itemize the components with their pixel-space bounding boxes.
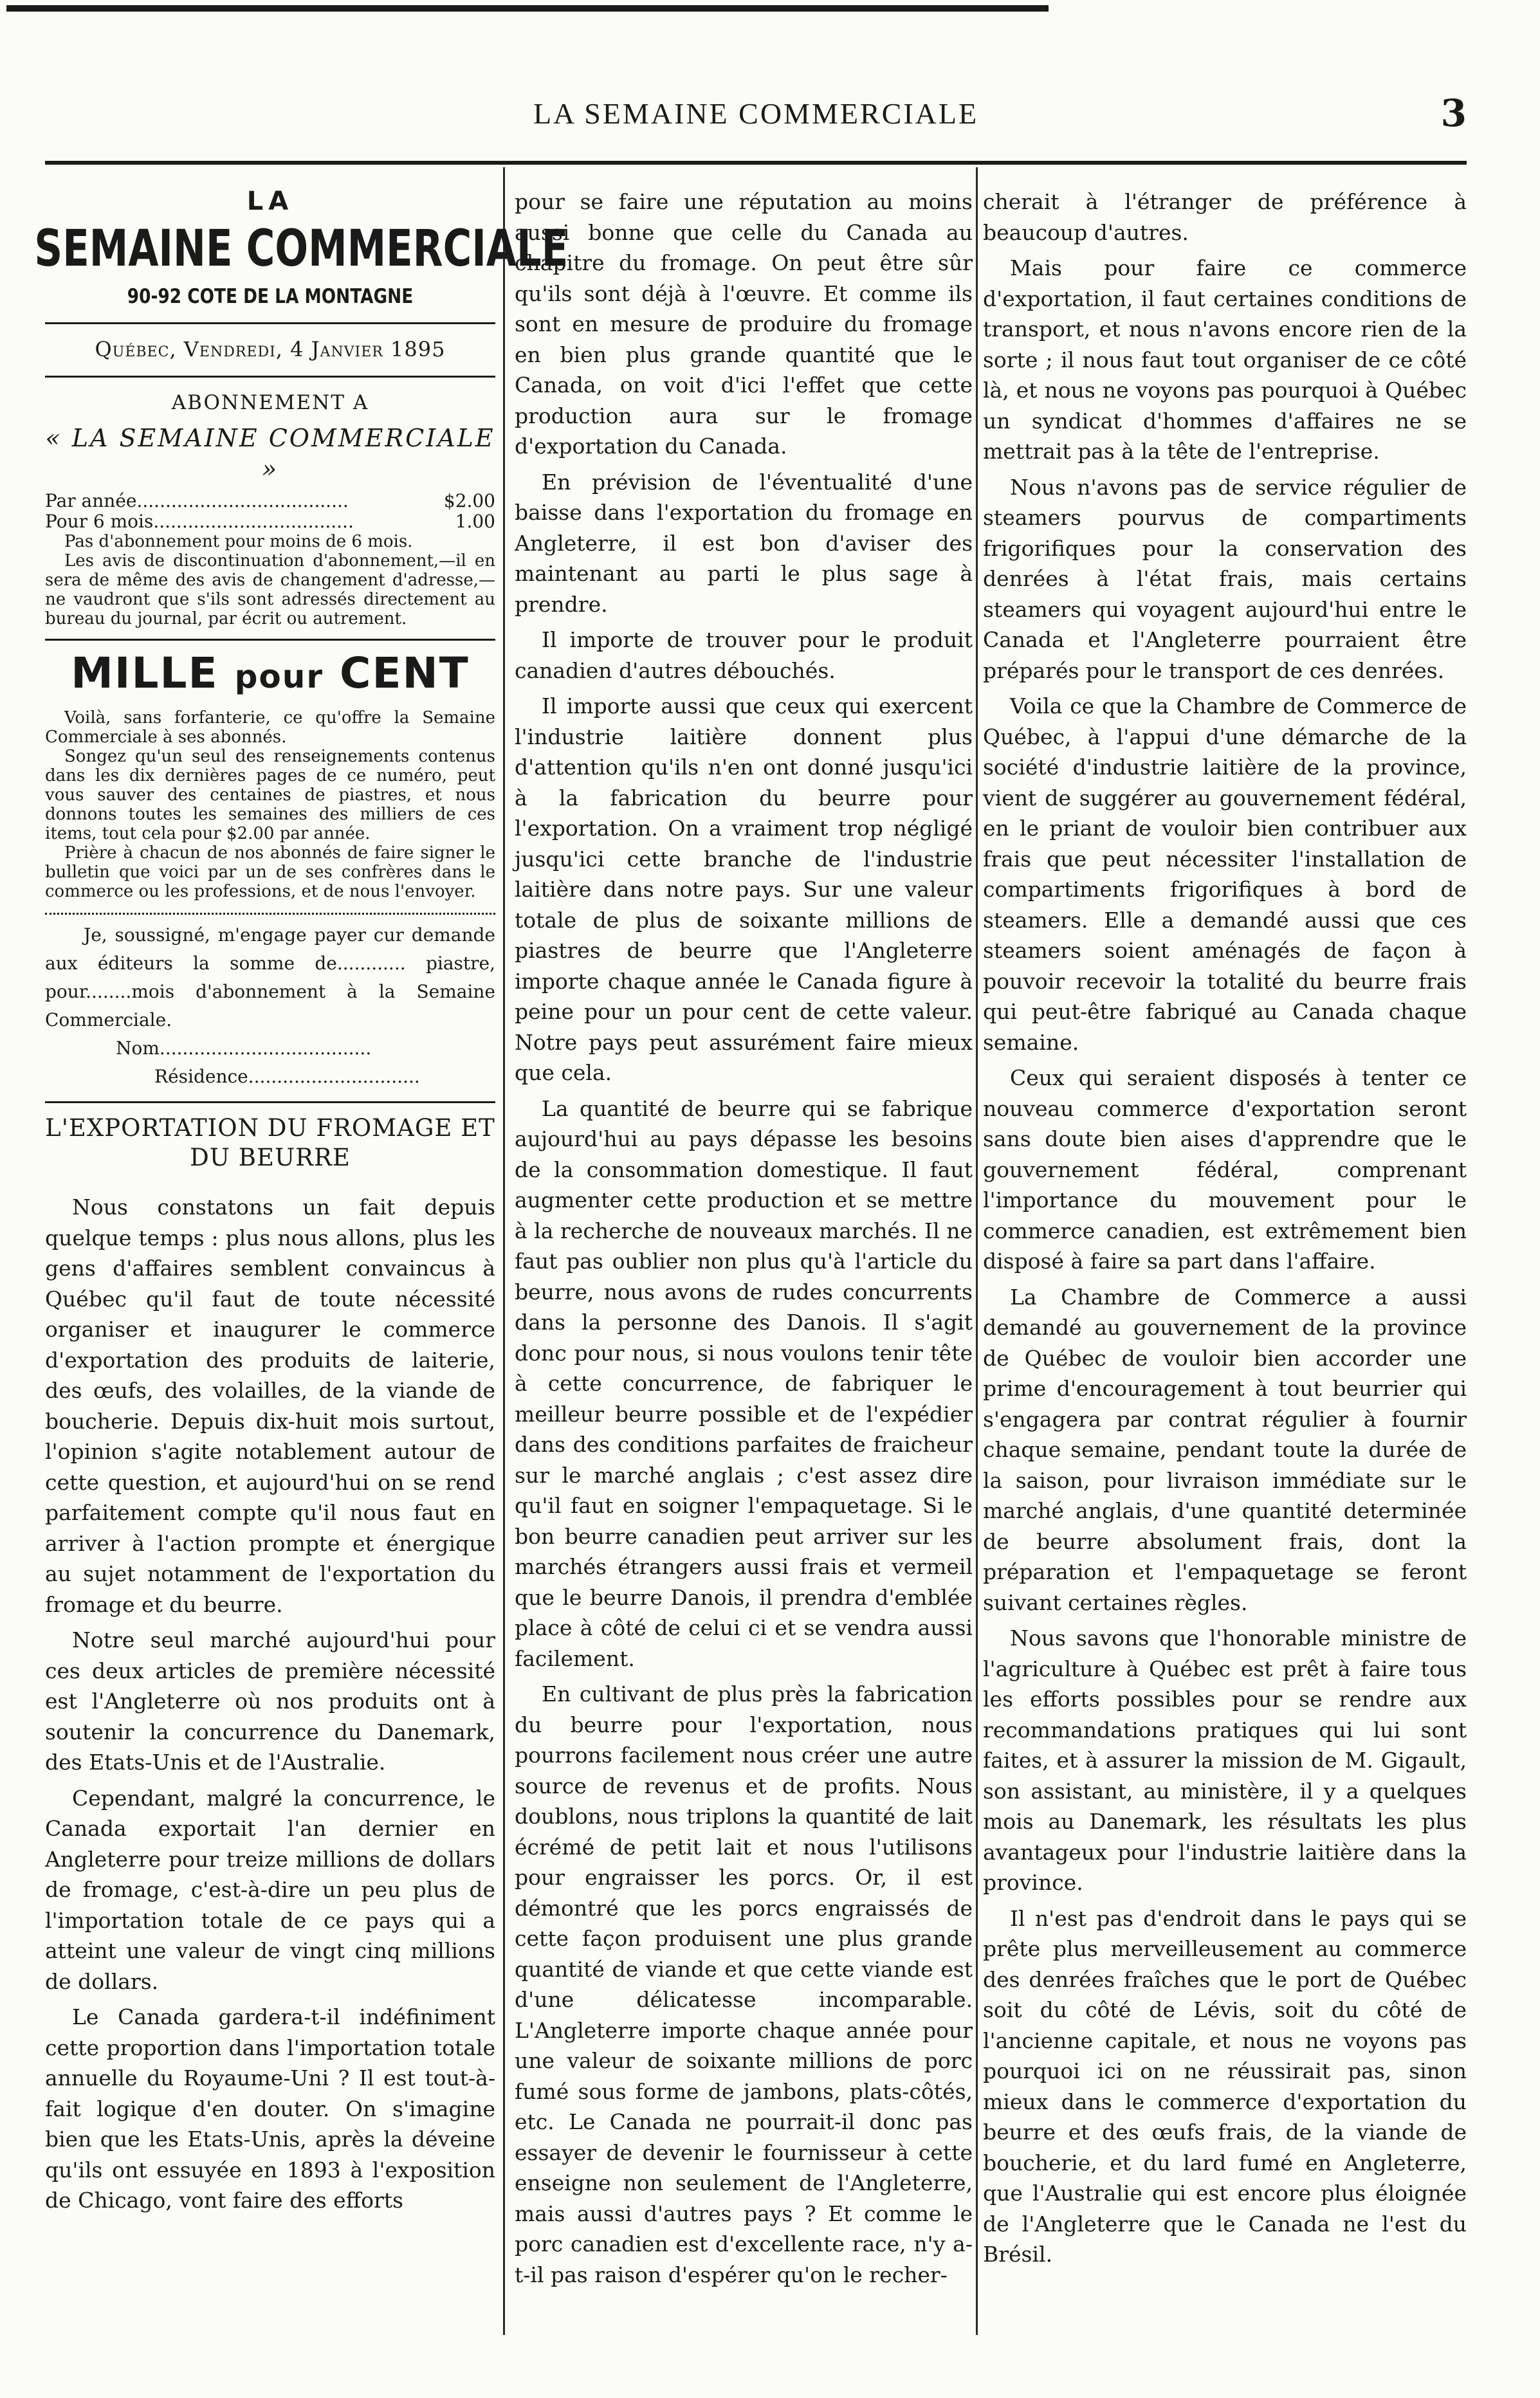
dateline-rule (45, 376, 495, 378)
article-paragraph: Nous constatons un fait depuis quelque temps : plus nous allons, plus les gens d'affaires semblent convaincus à Québec qu'il faut de toute nécessité organiser et inaugurer le commerce d'exportation des produits de laiterie, des œufs, des volailles, de la viande de boucherie. Depuis dix-huit mois surtout, l'opinion s'agite notablement autour de cette question, et aujourd'hui on se rend parfaitement compte qu'il nous faut en arriver à l'action prompte et énergique au sujet notamment de l'exportation du fromage et du beurre. (45, 1194, 495, 1617)
masthead-address: 90-92 COTE DE LA MONTAGNE (127, 284, 414, 308)
article-paragraph: Nous savons que l'honorable ministre de l'agriculture à Québec est prêt à faire tous les efforts possibles pour se rendre aux recommandations pratiques qui lui sont faites, et à assurer la mission de M. Gigault, son assistant, au ministère, il y a quelques mois au Danemark, les résultats les plus avantageux pour l'industrie laitière dans la province. (983, 1625, 1467, 1895)
form-dotted-rule (45, 913, 495, 915)
column-1 (34, 180, 569, 2221)
subscription-note: Pas d'abonnement pour moins de 6 mois. (64, 532, 413, 551)
rate-price: $2.00 (443, 490, 495, 511)
masthead-title: SEMAINE COMMERCIALE (34, 219, 569, 278)
form-field-nom: Nom..................................... (116, 1038, 372, 1059)
subscription-publication: « LA SEMAINE COMMERCIALE » (45, 424, 495, 483)
article-paragraph: Cependant, malgré la concurrence, le Canada exportait l'an dernier en Angleterre pour treize millions de dollars de fromage, c'est-à-dire un peu plus de l'importation totale de ce pays qui a atteint une valeur de vingt cinq millions de dollars. (45, 1785, 495, 1994)
article-paragraph: Le Canada gardera-t-il indéfiniment cette proportion dans l'importation totale annuelle du Royaume-Uni ? Il est tout-à-fait logique d'en douter. On s'imagine bien que les Etats-Unis, après la déveine qu'ils ont essuyée en 1893 à l'exposition de Chicago, vont faire des efforts (45, 2004, 495, 2213)
rate-row (45, 511, 495, 532)
head-rule (45, 161, 1467, 165)
form-rule (45, 1101, 495, 1103)
subscription-note: Les avis de discontinuation d'abonnement,—il en sera de même des avis de changement d'adresse,—ne vaudront que s'ils sont adressés directement au bureau du journal, par écrit ou autrement. (45, 551, 495, 628)
article-paragraph: Il n'est pas d'endroit dans le pays qui se prête plus merveilleusement au commerce des denrées fraîches que le port de Québec soit du côté de Lévis, soit du côté de l'ancienne capitale, et nous ne voyons pas pourquoi ici on ne réussirait pas, sinon mieux dans le commerce d'exportation du beurre et des œufs frais, de la viande de boucherie, et du lard fumé en Angleterre, que l'Australie qui est encore plus éloignée de l'Angleterre que le Canada ne l'est du Brésil. (983, 1905, 1467, 2267)
column-3 (983, 187, 1467, 2275)
top-rule (6, 5, 1049, 12)
rate-label: Par année..................................... (45, 490, 349, 511)
mille-paragraph: Prière à chacun de nos abonnés de faire signer le bulletin que voici par un de ses confrères dans le commerce ou les professions, et de nous l'envoyer. (45, 843, 495, 901)
newspaper-page (34, 0, 1499, 2398)
article-paragraph: cherait à l'étranger de préférence à beaucoup d'autres. (983, 189, 1467, 245)
column-2 (515, 187, 973, 2295)
mille-paragraph: Voilà, sans forfanterie, ce qu'offre la Semaine Commerciale à ses abonnés. (45, 708, 495, 747)
running-title: LA SEMAINE COMMERCIALE (533, 97, 979, 130)
mille-paragraph: Songez qu'un seul des renseignements contenus dans les dix dernières pages de ce numéro, peut vous sauver des centaines de piastres, et nous donnons toutes les semaines des milliers de ces items, tout cela pour $2.00 par année. (45, 747, 495, 843)
rate-price: 1.00 (455, 511, 495, 532)
article-paragraph: pour se faire une réputation au moins aussi bonne que celle du Canada au chapitre du fromage. On peut être sûr qu'ils sont déjà à l'œuvre. Et comme ils sont en mesure de produire du fromage en bien plus grande quantité que le Canada, on voit d'ici l'effet que cette production aura sur le fromage d'exportation du Canada. (515, 189, 973, 459)
masthead-la: LA (246, 187, 294, 216)
article-paragraph: En prévision de l'éventualité d'une baisse dans l'exportation du fromage en Angleterre, il est bon d'aviser des maintenant au parti le plus sage à prendre. (515, 469, 973, 617)
article-paragraph: Il importe aussi que ceux qui exercent l'industrie laitière donnent plus d'attention qu'ils n'en ont donné jusqu'ici à la fabrication du beurre pour l'exportation. On a vraiment trop négligé jusqu'ici cette branche de l'industrie laitière dans notre pays. Sur une valeur totale de plus de soixante millions de piastres de beurre que l'Angleterre importe chaque année le Canada figure à peine pour un pour cent de cette valeur. Notre pays peut assurément faire mieux que cela. (515, 693, 973, 1085)
mille-pour: pour (234, 658, 324, 695)
article-paragraph: Ceux qui seraient disposés à tenter ce nouveau commerce d'exportation seront sans doute bien aises d'apprendre que le gouvernement fédéral, comprenant l'importance du mouvement pour le commerce canadien, est extrêmement bien disposé à faire sa part dans l'affaire. (983, 1065, 1467, 1274)
subscription-heading: ABONNEMENT A (171, 390, 369, 414)
running-head (45, 91, 1467, 148)
rate-label: Pour 6 mois................................... (45, 511, 354, 532)
article-paragraph: Il importe de trouver pour le produit canadien d'autres débouchés. (515, 627, 973, 683)
column-rule-2 (976, 167, 978, 2335)
article-paragraph: En cultivant de plus près la fabrication du beurre pour l'exportation, nous pourrons facilement nous créer une autre source de revenus et de profits. Nous doublons, nous triplons la quantité de lait écrémé de petit lait et nous l'utilisons pour engraisser les porcs. Or, il est démontré que les porcs engraissés de cette façon produisent une plus grande quantité de viande et que cette viande est d'une délicatesse incomparable. L'Angleterre importe chaque année pour une valeur de soixante millions de porc fumé sous forme de jambons, plats-côtés, etc. Le Canada ne pourrait-il donc pas essayer de devenir le fournisseur à cette enseigne non seulement de l'Angleterre, mais aussi d'autres pays ? Et comme le porc canadien est d'excellente race, n'y a-t-il pas raison d'espérer qu'on le recher- (515, 1681, 973, 2287)
article-paragraph: La Chambre de Commerce a aussi demandé au gouvernement de la province de Québec de vouloir bien accorder une prime d'encouragement à tout beurrier qui s'engagera par contrat régulier à fournir chaque semaine, pendant toute la durée de la saison, pour livraison immédiate sur le marché anglais, d'une quantité determinée de beurre absolument frais, dont la préparation et l'empaquetage se feront suivant certaines règles. (983, 1284, 1467, 1615)
subscription-form-text: Je, soussigné, m'engage payer cur demande aux éditeurs la somme de............ piastre, pour........mois d'abonnement à la Semaine Commerciale. (45, 924, 495, 1030)
mille-cent: CENT (340, 648, 470, 698)
article-paragraph: Notre seul marché aujourd'hui pour ces deux articles de première nécessité est l'Angleterre où nos produits ont à soutenir la concurrence du Danemark, des Etats-Unis et de l'Australie. (45, 1627, 495, 1775)
article-paragraph: Nous n'avons pas de service régulier de steamers pourvus de compartiments frigorifiques pour la conservation des denrées à l'état frais, mais certains steamers qui voyagent aujourd'hui entre le Canada et l'Angleterre pourraient être préparés pour le transport de ces denrées. (983, 474, 1467, 683)
column-rule-1 (503, 167, 505, 2335)
article-paragraph: Voila ce que la Chambre de Commerce de Québec, à l'appui d'une démarche de la société d'industrie laitière de la province, vient de suggérer au gouvernement fédéral, en le priant de vouloir bien contribuer aux frais que peut nécessiter l'installation de compartiments frigorifiques à bord de steamers. Elle a demandé aussi que ces steamers soient aménagés de façon à pouvoir recevoir la totalité du beurre frais qui peut-être fabriqué au Canada chaque semaine. (983, 693, 1467, 1055)
dateline: Québec, Vendredi, 4 Janvier 1895 (95, 337, 446, 362)
form-field-residence: Résidence.............................. (154, 1066, 420, 1087)
page-number: 3 (1440, 91, 1467, 135)
mille-title (45, 648, 495, 699)
masthead-rule (45, 322, 495, 324)
article-title: L'EXPORTATION DU FROMAGE ET DU BEURRE (45, 1114, 495, 1171)
mille-word: MILLE (71, 648, 219, 698)
rate-row (45, 491, 495, 511)
article-paragraph: Mais pour faire ce commerce d'exportation, il faut certaines conditions de transport, et nous n'avons encore rien de la sorte ; il nous faut tout organiser de ce côté là, et nous ne voyons pas pourquoi à Québec un syndicat d'hommes d'affaires ne se mettrait pas à la tête de l'entreprise. (983, 255, 1467, 464)
article-paragraph: La quantité de beurre qui se fabrique aujourd'hui au pays dépasse les besoins de la consommation domestique. Il faut augmenter cette production et se mettre à la recherche de nouveaux marchés. Il ne faut pas oublier non plus qu'à l'article du beurre, nous avons de rudes concurrents dans la personne des Danois. Il s'agit donc pour nous, si nous voulons tenir tête à cette concurrence, de fabriquer le meilleur beurre possible et de l'expédier dans des conditions parfaites de fraicheur sur le marché anglais ; c'est assez dire qu'il faut en soigner l'empaquetage. Si le bon beurre canadien peut arriver sur les marchés étrangers aussi frais et vermeil que le beurre Danois, il prendra d'emblée place à côté de celui ci et se vendra aussi facilement. (515, 1095, 973, 1671)
subscription-rule (45, 639, 495, 641)
